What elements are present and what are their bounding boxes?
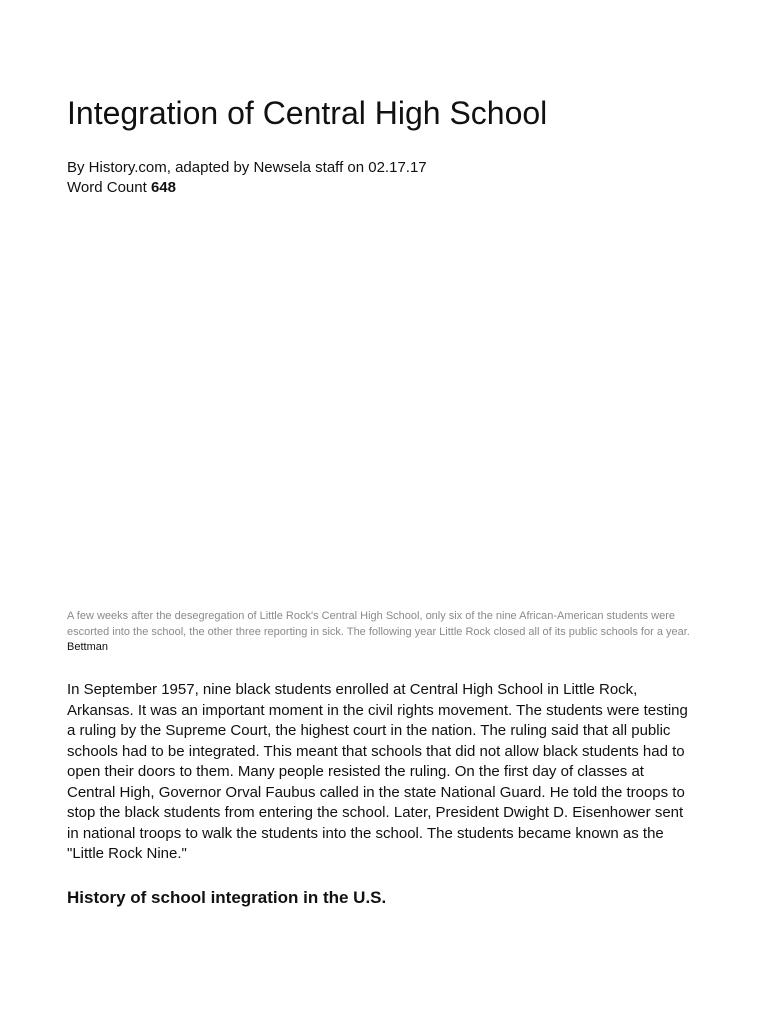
photo-credit: Bettman <box>67 641 108 653</box>
article-byline: By History.com, adapted by Newsela staff on 02.17.17 <box>67 159 427 176</box>
photo-caption-text: A few weeks after the desegregation of Little Rock's Central High School, only six of the nine African-American students were escorted into the school, the other three reporting in sick. The following year Little Rock closed all of its public schools for a year. <box>67 610 690 638</box>
word-count-value: 648 <box>150 179 176 196</box>
article-photo <box>67 206 695 602</box>
article-paragraph: In September 1957, nine black students enrolled at Central High School in Little Rock, Arkansas. It was an important moment in the civil rights movement. The students were testing a ruling by the Supreme Court, the highest court in the nation. The ruling said that all public schools had to be integrated. This meant that schools that did not allow black students had to open their doors to them. Many people resisted the ruling. On the first day of classes at Central High, Governor Orval Faubus called in the state National Guard. He told the troops to stop the black students from entering the school. Later, President Dwight D. Eisenhower sent in national troops to walk the students into the school. The students became known as the "Little Rock Nine." <box>67 681 688 862</box>
article-title: Integration of Central High School <box>67 95 548 131</box>
photo-caption <box>67 609 695 656</box>
word-count-label: Word Count <box>67 179 147 196</box>
word-count <box>67 178 176 198</box>
section-heading: History of school integration in the U.S. <box>67 888 387 907</box>
